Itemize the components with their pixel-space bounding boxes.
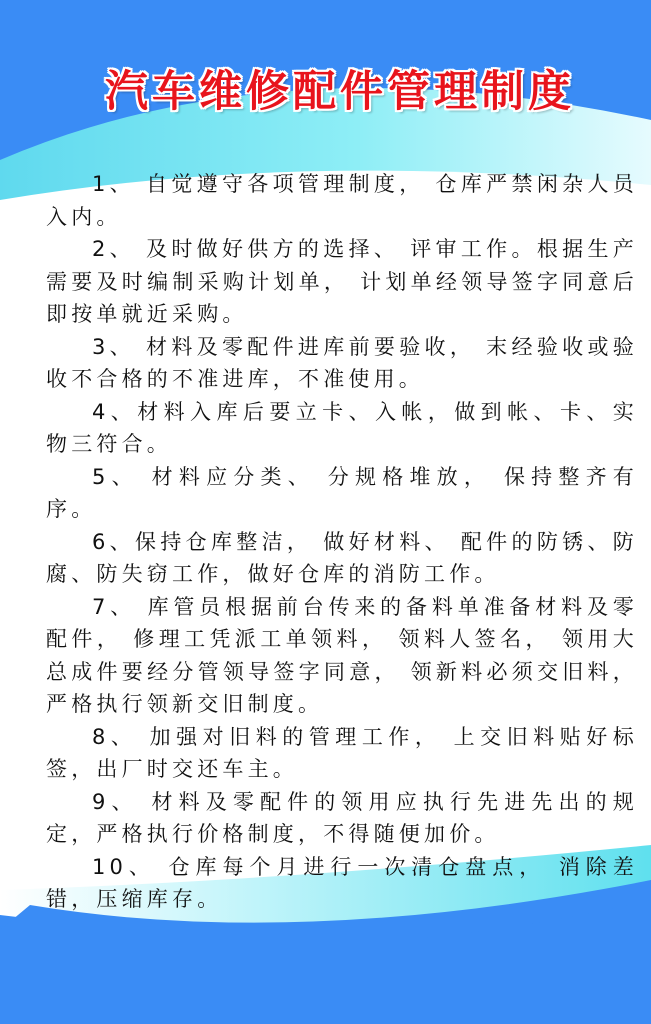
rule-item: 1、 自觉遵守各项管理制度， 仓库严禁闲杂人员入内。: [46, 172, 638, 229]
rule-item: 6、保持仓库整洁， 做好材料、 配件的防锈、防腐、防失窃工作，做好仓库的消防工作。: [46, 529, 638, 586]
rule-item: 2、 及时做好供方的选择、 评审工作。根据生产需要及时编制采购计划单， 计划单经领导签字同意后即按单就近采购。: [46, 237, 638, 326]
rule-item: 3、 材料及零配件进库前要验收， 末经验收或验收不合格的不准进库，不准使用。: [46, 334, 638, 391]
rule-item: 5、 材料应分类、 分规格堆放， 保持整齐有序。: [46, 464, 638, 521]
rule-item: 8、 加强对旧料的管理工作， 上交旧料贴好标签，出厂时交还车主。: [46, 724, 638, 781]
poster-title: 汽车维修配件管理制度: [105, 67, 575, 117]
rule-item: 7、 库管员根据前台传来的备料单准备材料及零配件， 修理工凭派工单领料， 领料人签名， 领用大总成件要经分管领导签字同意， 领新料必须交旧料，严格执行领新交旧制度。: [46, 594, 638, 716]
rule-item: 9、 材料及零配件的领用应执行先进先出的规定，严格执行价格制度，不得随便加价。: [46, 789, 638, 846]
rule-item: 4、材料入库后要立卡、入帐，做到帐、卡、实物三符合。: [46, 399, 638, 456]
rules-list: [46, 168, 638, 916]
rule-item: 10、 仓库每个月进行一次清仓盘点， 消除差错，压缩库存。: [46, 854, 638, 911]
